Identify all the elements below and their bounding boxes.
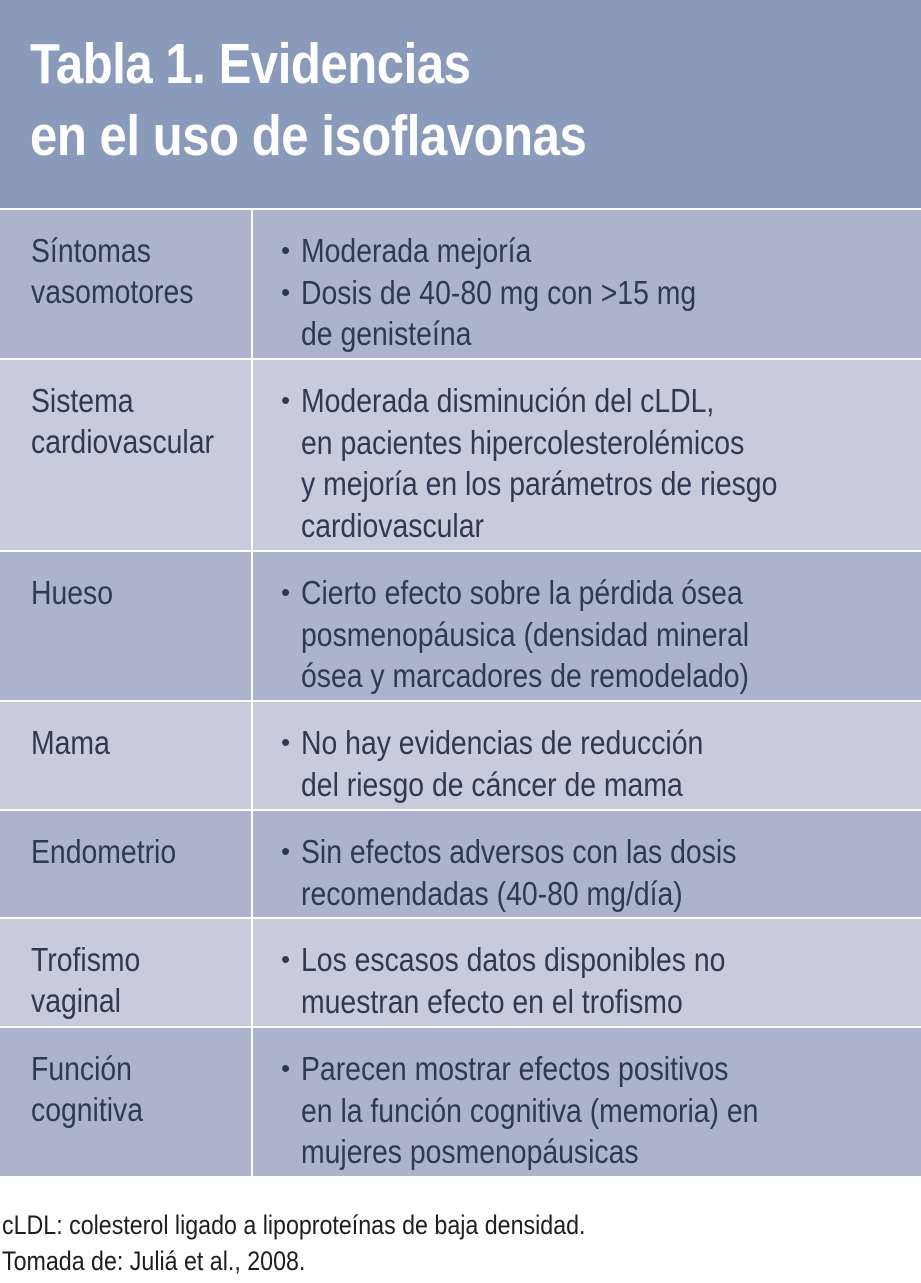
row-content bbox=[253, 210, 921, 358]
table-title bbox=[0, 0, 921, 208]
row-content bbox=[253, 919, 921, 1026]
bullet-text: Moderada mejoría bbox=[301, 232, 532, 269]
bullet-item bbox=[281, 230, 921, 272]
bullet-item bbox=[281, 572, 921, 697]
row-label bbox=[0, 811, 253, 917]
bullet-item bbox=[281, 272, 921, 355]
table-row-cardiovascular bbox=[0, 358, 921, 550]
bullet-text: Sin efectos adversos con las dosis recomendadas (40-80 mg/día) bbox=[301, 833, 737, 912]
row-label-text: Función cognitiva bbox=[31, 1050, 144, 1128]
row-content bbox=[253, 360, 921, 550]
bullet-icon: • bbox=[281, 1053, 291, 1083]
table-row-vaginal bbox=[0, 917, 921, 1026]
bullet-icon: • bbox=[281, 577, 291, 607]
table-footnote bbox=[2, 1207, 680, 1279]
bullet-icon: • bbox=[281, 944, 291, 974]
table-title-line-1: Tabla 1. Evidencias bbox=[30, 32, 471, 96]
bullet-text: Moderada disminución del cLDL, en pacientes hipercolesterolémicos y mejoría en los parámetros de riesgo cardiovascular bbox=[301, 382, 778, 544]
source-note: Tomada de: Juliá et al., 2008. bbox=[2, 1246, 306, 1276]
row-content bbox=[253, 702, 921, 809]
row-content bbox=[253, 552, 921, 700]
bullet-item bbox=[281, 722, 921, 805]
row-content bbox=[253, 1028, 921, 1176]
bullet-item bbox=[281, 380, 921, 546]
bullet-icon: • bbox=[281, 385, 291, 415]
bullet-item bbox=[281, 831, 921, 914]
row-label-text: Hueso bbox=[31, 574, 114, 611]
bullet-text: Parecen mostrar efectos positivos en la función cognitiva (memoria) en mujeres posmenopáusicas bbox=[301, 1050, 759, 1170]
row-label bbox=[0, 552, 253, 700]
table-row-bone bbox=[0, 550, 921, 700]
bullet-text: No hay evidencias de reducción del riesgo de cáncer de mama bbox=[301, 724, 704, 803]
row-label-text: Sistema cardiovascular bbox=[31, 382, 214, 460]
bullet-item bbox=[281, 1048, 921, 1173]
row-label-text: Síntomas vasomotores bbox=[31, 232, 194, 310]
bullet-item bbox=[281, 939, 921, 1022]
table-row-vasomotor bbox=[0, 208, 921, 358]
row-label bbox=[0, 210, 253, 358]
row-label bbox=[0, 702, 253, 809]
row-label-text: Trofismo vaginal bbox=[31, 941, 141, 1019]
bullet-text: Dosis de 40-80 mg con >15 mg de genisteína bbox=[301, 273, 697, 352]
abbreviation-note: cLDL: colesterol ligado a lipoproteínas de baja densidad. bbox=[2, 1210, 586, 1240]
table-title-line-2: en el uso de isoflavonas bbox=[30, 104, 587, 168]
table-row-endometrium bbox=[0, 809, 921, 917]
bullet-text: Cierto efecto sobre la pérdida ósea posmenopáusica (densidad mineral ósea y marcadores de remodelado) bbox=[301, 574, 750, 694]
row-label bbox=[0, 1028, 253, 1176]
table-row-cognitive bbox=[0, 1026, 921, 1176]
row-label-text: Mama bbox=[31, 724, 110, 761]
bullet-icon: • bbox=[281, 836, 291, 866]
bullet-icon: • bbox=[281, 727, 291, 757]
bullet-icon: • bbox=[281, 276, 291, 307]
bullet-text: Los escasos datos disponibles no muestran efecto en el trofismo bbox=[301, 941, 726, 1020]
row-content bbox=[253, 811, 921, 917]
row-label-text: Endometrio bbox=[31, 833, 177, 870]
table-row-breast bbox=[0, 700, 921, 809]
row-label bbox=[0, 360, 253, 550]
bullet-icon: • bbox=[281, 235, 291, 265]
row-label bbox=[0, 919, 253, 1026]
